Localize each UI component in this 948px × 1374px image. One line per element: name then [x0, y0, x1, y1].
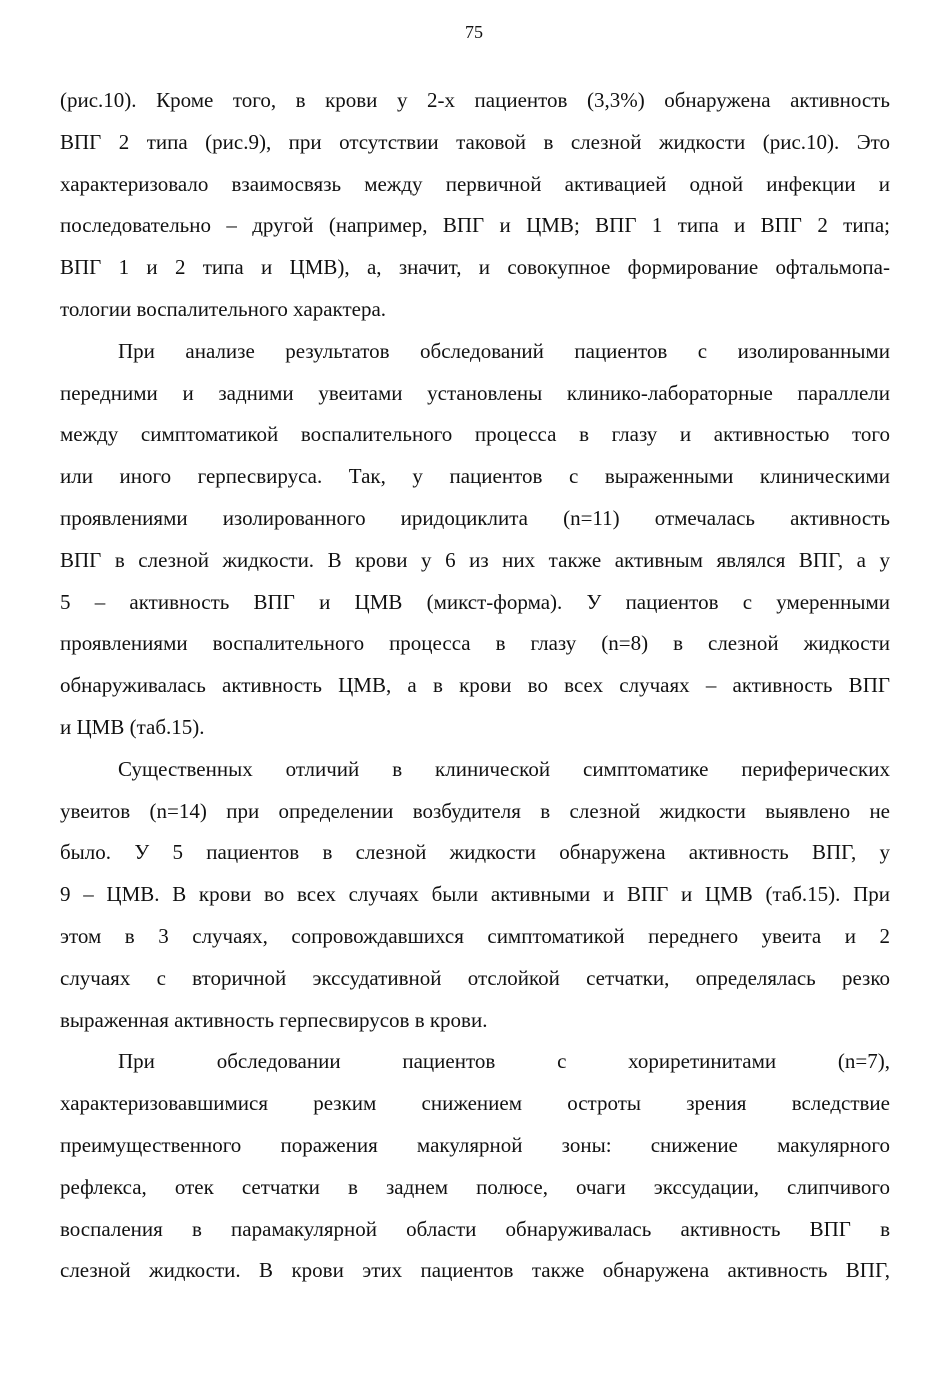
text-line: было. У 5 пациентов в слезной жидкости обнаружена активность ВПГ, у [60, 840, 890, 865]
text-line: или иного герпесвируса. Так, у пациентов с выраженными клиническими [60, 464, 890, 489]
text-line: ВПГ 1 и 2 типа и ЦМВ), а, значит, и совокупное формирование офтальмопа- [60, 255, 890, 280]
text-line: При анализе результатов обследований пациентов с изолированными [118, 338, 890, 363]
text-line: воспаления в парамакулярной области обнаруживалась активность ВПГ в [60, 1216, 890, 1241]
text-line: ВПГ в слезной жидкости. В крови у 6 из них также активным являлся ВПГ, а у [60, 547, 890, 572]
text-line: обнаруживалась активность ЦМВ, а в крови во всех случаях – активность ВПГ [60, 673, 890, 698]
text-line: случаях с вторичной экссудативной отслойкой сетчатки, определялась резко [60, 965, 890, 990]
text-line: характеризовало взаимосвязь между первичной активацией одной инфекции и [60, 171, 890, 196]
text-line: (рис.10). Кроме того, в крови у 2-х пациентов (3,3%) обнаружена активность [60, 88, 890, 112]
text-line: передними и задними увеитами установлены клинико-лабораторные параллели [60, 380, 890, 405]
text-line: проявлениями изолированного иридоциклита (n=11) отмечалась активность [60, 505, 890, 530]
text-line: проявлениями воспалительного процесса в глазу (n=8) в слезной жидкости [60, 631, 890, 656]
text-line: последовательно – другой (например, ВПГ и ЦМВ; ВПГ 1 типа и ВПГ 2 типа; [60, 213, 890, 238]
text-line: этом в 3 случаях, сопровождавшихся симптоматикой переднего увеита и 2 [60, 923, 890, 948]
text-line: увеитов (n=14) при определении возбудителя в слезной жидкости выявлено не [60, 798, 890, 823]
text-line: ВПГ 2 типа (рис.9), при отсутствии таковой в слезной жидкости (рис.10). Это [60, 129, 890, 154]
text-line: слезной жидкости. В крови этих пациентов также обнаружена активность ВПГ, [60, 1258, 890, 1283]
text-line: тологии воспалительного характера. [60, 296, 387, 321]
text-line: Существенных отличий в клинической симптоматике периферических [118, 756, 890, 781]
text-line: и ЦМВ (таб.15). [60, 714, 205, 739]
text-line: При обследовании пациентов с хориретинитами (n=7), [118, 1049, 890, 1074]
text-line: выраженная активность герпесвирусов в крови. [60, 1007, 488, 1032]
text-line: 5 – активность ВПГ и ЦМВ (микст-форма). У пациентов с умеренными [60, 589, 890, 614]
page-number: 75 [465, 22, 483, 42]
text-line: преимущественного поражения макулярной зоны: снижение макулярного [60, 1132, 890, 1157]
text-line: 9 – ЦМВ. В крови во всех случаях были активными и ВПГ и ЦМВ (таб.15). При [60, 882, 890, 907]
text-line: характеризовавшимися резким снижением остроты зрения вследствие [60, 1091, 890, 1116]
body-text [60, 80, 890, 1292]
text-line: рефлекса, отек сетчатки в заднем полюсе, очаги экссудации, слипчивого [60, 1174, 890, 1199]
text-line: между симптоматикой воспалительного процесса в глазу и активностью того [60, 422, 890, 447]
